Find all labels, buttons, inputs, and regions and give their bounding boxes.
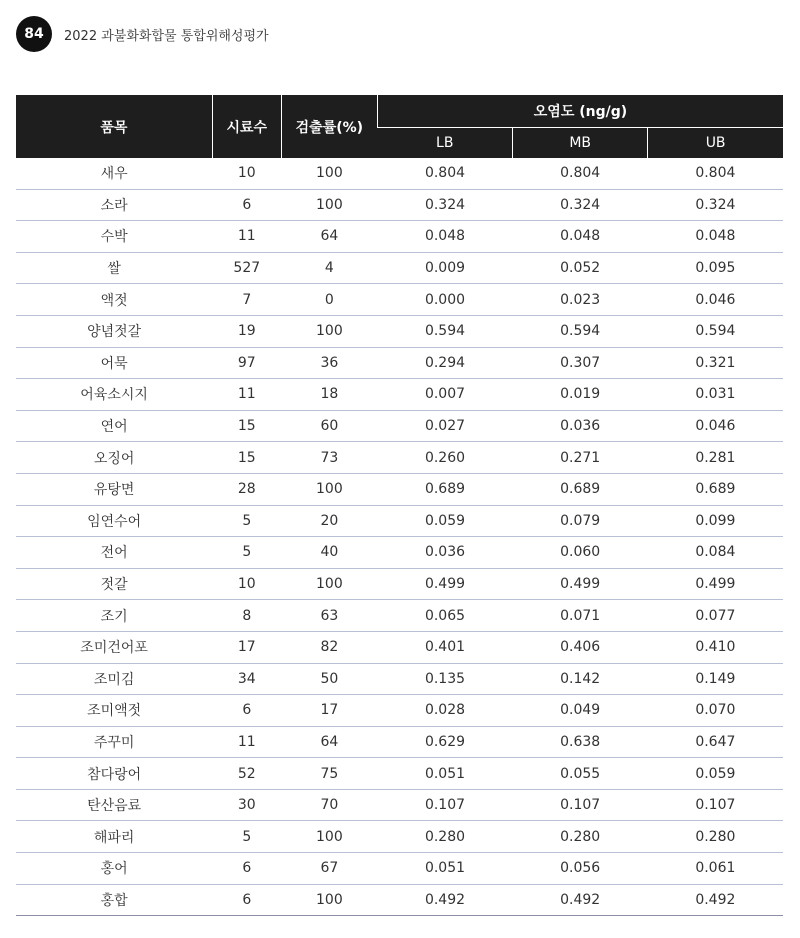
cell-mb: 0.406: [513, 631, 648, 663]
cell-ub: 0.499: [648, 568, 783, 600]
cell-samples: 527: [212, 252, 281, 284]
cell-mb: 0.049: [513, 695, 648, 727]
table-row: [16, 789, 783, 821]
cell-detection-rate: 100: [281, 473, 377, 505]
cell-item: 참다랑어: [16, 758, 212, 790]
cell-item: 쌀: [16, 252, 212, 284]
cell-ub: 0.410: [648, 631, 783, 663]
table-row: [16, 853, 783, 885]
cell-lb: 0.135: [377, 663, 512, 695]
table-row: [16, 379, 783, 411]
running-title: 2022 과불화화합물 통합위해성평가: [64, 28, 269, 44]
table-row: [16, 158, 783, 189]
cell-samples: 28: [212, 473, 281, 505]
cell-item: 오징어: [16, 442, 212, 474]
column-header-lb: LB: [377, 128, 512, 159]
cell-mb: 0.055: [513, 758, 648, 790]
table-row: [16, 631, 783, 663]
cell-detection-rate: 20: [281, 505, 377, 537]
cell-item: 조미건어포: [16, 631, 212, 663]
cell-detection-rate: 100: [281, 568, 377, 600]
table-row: [16, 758, 783, 790]
cell-detection-rate: 100: [281, 189, 377, 221]
table-row: [16, 821, 783, 853]
cell-ub: 0.647: [648, 726, 783, 758]
column-header-mb: MB: [513, 128, 648, 159]
cell-mb: 0.079: [513, 505, 648, 537]
cell-ub: 0.594: [648, 315, 783, 347]
cell-lb: 0.324: [377, 189, 512, 221]
cell-item: 홍합: [16, 884, 212, 916]
column-header-detection-rate: 검출률(%): [281, 95, 377, 158]
cell-samples: 6: [212, 853, 281, 885]
cell-ub: 0.324: [648, 189, 783, 221]
cell-detection-rate: 67: [281, 853, 377, 885]
cell-ub: 0.046: [648, 410, 783, 442]
cell-lb: 0.059: [377, 505, 512, 537]
cell-ub: 0.077: [648, 600, 783, 632]
cell-lb: 0.260: [377, 442, 512, 474]
cell-ub: 0.095: [648, 252, 783, 284]
cell-mb: 0.048: [513, 221, 648, 253]
cell-mb: 0.052: [513, 252, 648, 284]
table-row: [16, 884, 783, 916]
cell-item: 주꾸미: [16, 726, 212, 758]
cell-lb: 0.280: [377, 821, 512, 853]
table-row: [16, 410, 783, 442]
concentration-table-container: [16, 95, 783, 916]
cell-lb: 0.007: [377, 379, 512, 411]
cell-detection-rate: 64: [281, 221, 377, 253]
cell-ub: 0.046: [648, 284, 783, 316]
table-row: [16, 537, 783, 569]
cell-lb: 0.036: [377, 537, 512, 569]
cell-samples: 6: [212, 189, 281, 221]
cell-detection-rate: 100: [281, 821, 377, 853]
cell-samples: 30: [212, 789, 281, 821]
cell-mb: 0.499: [513, 568, 648, 600]
cell-ub: 0.281: [648, 442, 783, 474]
cell-detection-rate: 100: [281, 315, 377, 347]
cell-lb: 0.804: [377, 158, 512, 189]
table-row: [16, 600, 783, 632]
cell-lb: 0.594: [377, 315, 512, 347]
cell-item: 어묵: [16, 347, 212, 379]
table-row: [16, 284, 783, 316]
cell-lb: 0.689: [377, 473, 512, 505]
table-row: [16, 568, 783, 600]
cell-lb: 0.065: [377, 600, 512, 632]
cell-samples: 34: [212, 663, 281, 695]
table-header: [16, 95, 783, 158]
cell-item: 어육소시지: [16, 379, 212, 411]
cell-detection-rate: 18: [281, 379, 377, 411]
cell-samples: 6: [212, 884, 281, 916]
cell-samples: 11: [212, 221, 281, 253]
cell-mb: 0.638: [513, 726, 648, 758]
cell-lb: 0.401: [377, 631, 512, 663]
cell-samples: 11: [212, 726, 281, 758]
cell-detection-rate: 63: [281, 600, 377, 632]
cell-item: 조미김: [16, 663, 212, 695]
column-header-concentration-group: 오염도 (ng/g): [377, 95, 783, 128]
cell-mb: 0.689: [513, 473, 648, 505]
table-row: [16, 221, 783, 253]
cell-mb: 0.280: [513, 821, 648, 853]
column-header-samples: 시료수: [212, 95, 281, 158]
cell-detection-rate: 100: [281, 158, 377, 189]
cell-detection-rate: 100: [281, 884, 377, 916]
concentration-table: [16, 95, 783, 916]
cell-samples: 15: [212, 410, 281, 442]
table-row: [16, 505, 783, 537]
cell-lb: 0.000: [377, 284, 512, 316]
cell-item: 홍어: [16, 853, 212, 885]
table-body: [16, 158, 783, 916]
cell-item: 조기: [16, 600, 212, 632]
cell-samples: 19: [212, 315, 281, 347]
cell-ub: 0.031: [648, 379, 783, 411]
cell-item: 연어: [16, 410, 212, 442]
cell-samples: 7: [212, 284, 281, 316]
cell-samples: 10: [212, 158, 281, 189]
cell-ub: 0.321: [648, 347, 783, 379]
cell-samples: 10: [212, 568, 281, 600]
cell-item: 소라: [16, 189, 212, 221]
table-row: [16, 347, 783, 379]
cell-ub: 0.048: [648, 221, 783, 253]
cell-lb: 0.051: [377, 758, 512, 790]
cell-samples: 8: [212, 600, 281, 632]
cell-ub: 0.059: [648, 758, 783, 790]
cell-mb: 0.107: [513, 789, 648, 821]
cell-ub: 0.149: [648, 663, 783, 695]
table-row: [16, 726, 783, 758]
cell-ub: 0.107: [648, 789, 783, 821]
cell-samples: 11: [212, 379, 281, 411]
cell-lb: 0.028: [377, 695, 512, 727]
cell-mb: 0.324: [513, 189, 648, 221]
cell-ub: 0.084: [648, 537, 783, 569]
column-header-item: 품목: [16, 95, 212, 158]
cell-item: 액젓: [16, 284, 212, 316]
cell-mb: 0.056: [513, 853, 648, 885]
cell-item: 전어: [16, 537, 212, 569]
cell-lb: 0.492: [377, 884, 512, 916]
cell-item: 임연수어: [16, 505, 212, 537]
cell-lb: 0.051: [377, 853, 512, 885]
cell-mb: 0.023: [513, 284, 648, 316]
cell-mb: 0.060: [513, 537, 648, 569]
cell-item: 새우: [16, 158, 212, 189]
cell-lb: 0.499: [377, 568, 512, 600]
cell-samples: 15: [212, 442, 281, 474]
cell-mb: 0.307: [513, 347, 648, 379]
cell-samples: 5: [212, 505, 281, 537]
cell-samples: 97: [212, 347, 281, 379]
page-header: [16, 16, 269, 52]
cell-detection-rate: 17: [281, 695, 377, 727]
cell-lb: 0.629: [377, 726, 512, 758]
cell-detection-rate: 73: [281, 442, 377, 474]
cell-ub: 0.492: [648, 884, 783, 916]
cell-samples: 17: [212, 631, 281, 663]
cell-detection-rate: 75: [281, 758, 377, 790]
cell-ub: 0.689: [648, 473, 783, 505]
page-number: 84: [16, 16, 52, 52]
cell-item: 양념젓갈: [16, 315, 212, 347]
cell-samples: 52: [212, 758, 281, 790]
cell-detection-rate: 82: [281, 631, 377, 663]
table-row: [16, 663, 783, 695]
column-header-ub: UB: [648, 128, 783, 159]
cell-mb: 0.804: [513, 158, 648, 189]
table-row: [16, 315, 783, 347]
cell-item: 탄산음료: [16, 789, 212, 821]
cell-mb: 0.594: [513, 315, 648, 347]
cell-ub: 0.061: [648, 853, 783, 885]
cell-lb: 0.009: [377, 252, 512, 284]
table-row: [16, 442, 783, 474]
cell-detection-rate: 4: [281, 252, 377, 284]
cell-samples: 5: [212, 537, 281, 569]
cell-item: 수박: [16, 221, 212, 253]
cell-ub: 0.070: [648, 695, 783, 727]
cell-mb: 0.142: [513, 663, 648, 695]
cell-detection-rate: 36: [281, 347, 377, 379]
cell-mb: 0.492: [513, 884, 648, 916]
cell-detection-rate: 50: [281, 663, 377, 695]
table-row: [16, 252, 783, 284]
cell-lb: 0.027: [377, 410, 512, 442]
cell-detection-rate: 70: [281, 789, 377, 821]
cell-ub: 0.280: [648, 821, 783, 853]
cell-detection-rate: 0: [281, 284, 377, 316]
cell-ub: 0.804: [648, 158, 783, 189]
cell-detection-rate: 40: [281, 537, 377, 569]
cell-lb: 0.107: [377, 789, 512, 821]
cell-mb: 0.071: [513, 600, 648, 632]
cell-mb: 0.036: [513, 410, 648, 442]
cell-item: 유탕면: [16, 473, 212, 505]
cell-item: 조미액젓: [16, 695, 212, 727]
cell-detection-rate: 60: [281, 410, 377, 442]
cell-item: 해파리: [16, 821, 212, 853]
cell-detection-rate: 64: [281, 726, 377, 758]
cell-lb: 0.048: [377, 221, 512, 253]
cell-item: 젓갈: [16, 568, 212, 600]
cell-mb: 0.271: [513, 442, 648, 474]
cell-mb: 0.019: [513, 379, 648, 411]
table-row: [16, 695, 783, 727]
cell-samples: 6: [212, 695, 281, 727]
table-row: [16, 189, 783, 221]
table-row: [16, 473, 783, 505]
cell-samples: 5: [212, 821, 281, 853]
cell-ub: 0.099: [648, 505, 783, 537]
cell-lb: 0.294: [377, 347, 512, 379]
